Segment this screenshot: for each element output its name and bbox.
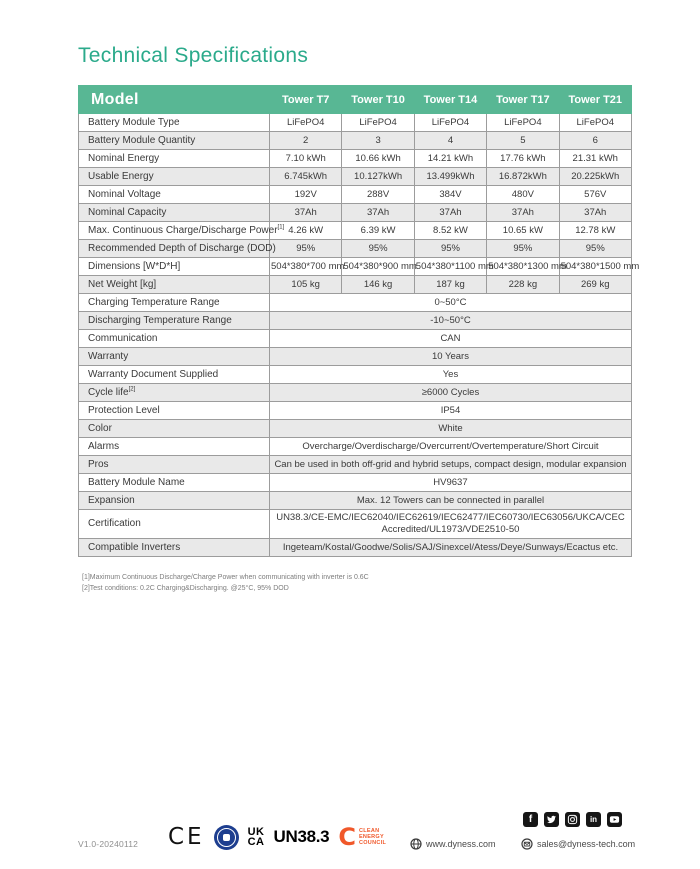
row-value: 3 — [342, 132, 414, 150]
row-label: Battery Module Name — [79, 474, 270, 492]
row-value-span: Overcharge/Overdischarge/Overcurrent/Overtemperature/Short Circuit — [270, 438, 632, 456]
row-value: 4.26 kW — [270, 222, 342, 240]
table-row — [79, 132, 632, 150]
row-value: 5 — [487, 132, 559, 150]
row-label: Dimensions [W*D*H] — [79, 258, 270, 276]
website-block — [410, 838, 496, 850]
row-value-span: White — [270, 420, 632, 438]
row-value: 37Ah — [559, 204, 631, 222]
row-value: 504*380*1300 mm — [487, 258, 559, 276]
table-row — [79, 456, 632, 474]
spec-table-body — [79, 114, 640, 557]
row-label: Warranty Document Supplied — [79, 366, 270, 384]
row-label: Battery Module Type — [79, 114, 270, 132]
row-value: 21.31 kWh — [559, 150, 631, 168]
row-value: 20.225kWh — [559, 168, 631, 186]
table-row — [79, 114, 632, 132]
row-label: Expansion — [79, 492, 270, 510]
cec-text-line3: COUNCIL — [358, 840, 387, 847]
row-value-span: Yes — [270, 366, 632, 384]
row-value-span: UN38.3/CE-EMC/IEC62040/IEC62619/IEC62477/IEC60730/IEC63056/UKCA/CEC Accredited/UL1973/VDE2510-50 — [270, 510, 632, 539]
ukca-line1: UK — [247, 825, 265, 838]
table-row — [79, 510, 632, 539]
column-header-1: Tower T7 — [270, 86, 342, 114]
row-value-span: CAN — [270, 330, 632, 348]
spec-table — [78, 85, 640, 557]
row-value: 37Ah — [487, 204, 559, 222]
row-label: Pros — [79, 456, 270, 474]
row-value-span: 10 Years — [270, 348, 632, 366]
table-row — [79, 366, 632, 384]
instagram-icon[interactable] — [565, 812, 580, 827]
spec-table-header — [79, 86, 632, 114]
footnote-marker: [1] — [277, 224, 285, 231]
row-label: Alarms — [79, 438, 270, 456]
row-value: LiFePO4 — [487, 114, 559, 132]
row-value: LiFePO4 — [414, 114, 486, 132]
column-header-2: Tower T10 — [342, 86, 414, 114]
row-label: Compatible Inverters — [79, 538, 270, 556]
model-header-cell: Model — [79, 86, 270, 114]
certification-logos — [168, 824, 386, 850]
ukca-line2: CA — [247, 836, 265, 848]
clean-energy-council-logo — [338, 825, 386, 849]
table-row — [79, 330, 632, 348]
row-value: 37Ah — [270, 204, 342, 222]
footnotes — [82, 573, 369, 594]
footnote-2: [2]Test conditions: 0.2C Charging&Discharging. @25°C, 95% DOD — [82, 584, 289, 592]
row-label: Charging Temperature Range — [79, 294, 270, 312]
table-row — [79, 474, 632, 492]
row-value: 95% — [559, 240, 631, 258]
row-label: Net Weight [kg] — [79, 276, 270, 294]
row-value: LiFePO4 — [342, 114, 414, 132]
row-value: LiFePO4 — [559, 114, 631, 132]
column-header-3: Tower T14 — [414, 86, 486, 114]
youtube-icon[interactable] — [607, 812, 622, 827]
table-row — [79, 492, 632, 510]
row-label: Color — [79, 420, 270, 438]
row-label: Certification — [79, 510, 270, 539]
row-value: 37Ah — [342, 204, 414, 222]
row-value: 8.52 kW — [414, 222, 486, 240]
table-row — [79, 258, 632, 276]
row-value-span: 0~50°C — [270, 294, 632, 312]
row-value: 10.65 kW — [487, 222, 559, 240]
table-row — [79, 312, 632, 330]
table-row — [79, 186, 632, 204]
row-label: Nominal Energy — [79, 150, 270, 168]
row-value-span: ≥6000 Cycles — [270, 384, 632, 402]
row-value: 269 kg — [559, 276, 631, 294]
row-value: 146 kg — [342, 276, 414, 294]
row-value-span: Ingeteam/Kostal/Goodwe/Solis/SAJ/Sinexcel/Atess/Deye/Sunways/Ecactus etc. — [270, 538, 632, 556]
website-url[interactable]: www.dyness.com — [426, 839, 496, 849]
row-value: 95% — [270, 240, 342, 258]
row-value: 10.127kWh — [342, 168, 414, 186]
table-row — [79, 384, 632, 402]
row-value: 16.872kWh — [487, 168, 559, 186]
row-value: 504*380*900 mm — [342, 258, 414, 276]
email-block — [521, 838, 635, 850]
facebook-icon[interactable]: f — [523, 812, 538, 827]
ukca-mark-icon — [248, 827, 265, 847]
tuv-badge-icon — [214, 825, 239, 850]
row-value: 4 — [414, 132, 486, 150]
row-value: 384V — [414, 186, 486, 204]
row-value: 14.21 kWh — [414, 150, 486, 168]
row-value: 228 kg — [487, 276, 559, 294]
row-label: Communication — [79, 330, 270, 348]
ce-mark-icon: CE — [168, 824, 205, 850]
row-value: 288V — [342, 186, 414, 204]
cec-text-line1: CLEAN — [358, 827, 380, 834]
table-row — [79, 204, 632, 222]
header-row — [79, 86, 632, 114]
row-value: 37Ah — [414, 204, 486, 222]
linkedin-icon[interactable]: in — [586, 812, 601, 827]
table-row — [79, 222, 632, 240]
table-row — [79, 276, 632, 294]
row-value: 2 — [270, 132, 342, 150]
row-value: 6.745kWh — [270, 168, 342, 186]
row-value: 95% — [487, 240, 559, 258]
row-value: 504*380*1500 mm — [559, 258, 631, 276]
row-value: 504*380*1100 mm — [414, 258, 486, 276]
cec-text — [359, 828, 386, 847]
row-value: 192V — [270, 186, 342, 204]
row-label: Max. Continuous Charge/Discharge Power[1] — [79, 222, 270, 240]
row-label: Warranty — [79, 348, 270, 366]
row-value-span: -10~50°C — [270, 312, 632, 330]
row-value: 576V — [559, 186, 631, 204]
row-value: 17.76 kWh — [487, 150, 559, 168]
column-header-5: Tower T21 — [559, 86, 631, 114]
row-value: LiFePO4 — [270, 114, 342, 132]
row-label: Recommended Depth of Discharge (DOD) — [79, 240, 270, 258]
cec-c-icon: C — [338, 823, 356, 851]
column-header-4: Tower T17 — [487, 86, 559, 114]
row-label: Nominal Voltage — [79, 186, 270, 204]
row-value: 187 kg — [414, 276, 486, 294]
email-icon — [521, 838, 533, 850]
footnote-1: [1]Maximum Continuous Discharge/Charge Power when communicating with inverter is 0.6C — [82, 574, 369, 581]
row-value: 480V — [487, 186, 559, 204]
row-value-span: HV9637 — [270, 474, 632, 492]
row-label: Cycle life[2] — [79, 384, 270, 402]
table-row — [79, 402, 632, 420]
row-value: 105 kg — [270, 276, 342, 294]
row-value: 12.78 kW — [559, 222, 631, 240]
row-value: 6.39 kW — [342, 222, 414, 240]
table-row — [79, 348, 632, 366]
row-value: 504*380*700 mm — [270, 258, 342, 276]
document-version: V1.0-20240112 — [78, 839, 139, 849]
table-row — [79, 168, 632, 186]
row-label: Battery Module Quantity — [79, 132, 270, 150]
twitter-icon[interactable] — [544, 812, 559, 827]
row-label: Usable Energy — [79, 168, 270, 186]
row-value: 7.10 kWh — [270, 150, 342, 168]
globe-icon — [410, 838, 422, 850]
table-row — [79, 420, 632, 438]
row-value: 10.66 kWh — [342, 150, 414, 168]
table-row — [79, 538, 632, 556]
social-icons-row — [523, 812, 622, 827]
footnote-marker: [2] — [128, 386, 136, 393]
row-value: 95% — [414, 240, 486, 258]
row-label: Nominal Capacity — [79, 204, 270, 222]
email-address[interactable]: sales@dyness-tech.com — [537, 839, 636, 849]
row-value: 6 — [559, 132, 631, 150]
row-value: 13.499kWh — [414, 168, 486, 186]
table-row — [79, 438, 632, 456]
cec-text-line2: ENERGY — [358, 833, 384, 840]
row-value-span: IP54 — [270, 402, 632, 420]
table-row — [79, 240, 632, 258]
row-value-span: Can be used in both off-grid and hybrid setups, compact design, modular expansion — [270, 456, 632, 474]
row-value: 95% — [342, 240, 414, 258]
un383-mark: UN38.3 — [273, 827, 330, 846]
row-label: Protection Level — [79, 402, 270, 420]
row-value-span: Max. 12 Towers can be connected in parallel — [270, 492, 632, 510]
table-row — [79, 150, 632, 168]
row-label: Discharging Temperature Range — [79, 312, 270, 330]
table-row — [79, 294, 632, 312]
page-title: Technical Specifications — [78, 44, 309, 67]
